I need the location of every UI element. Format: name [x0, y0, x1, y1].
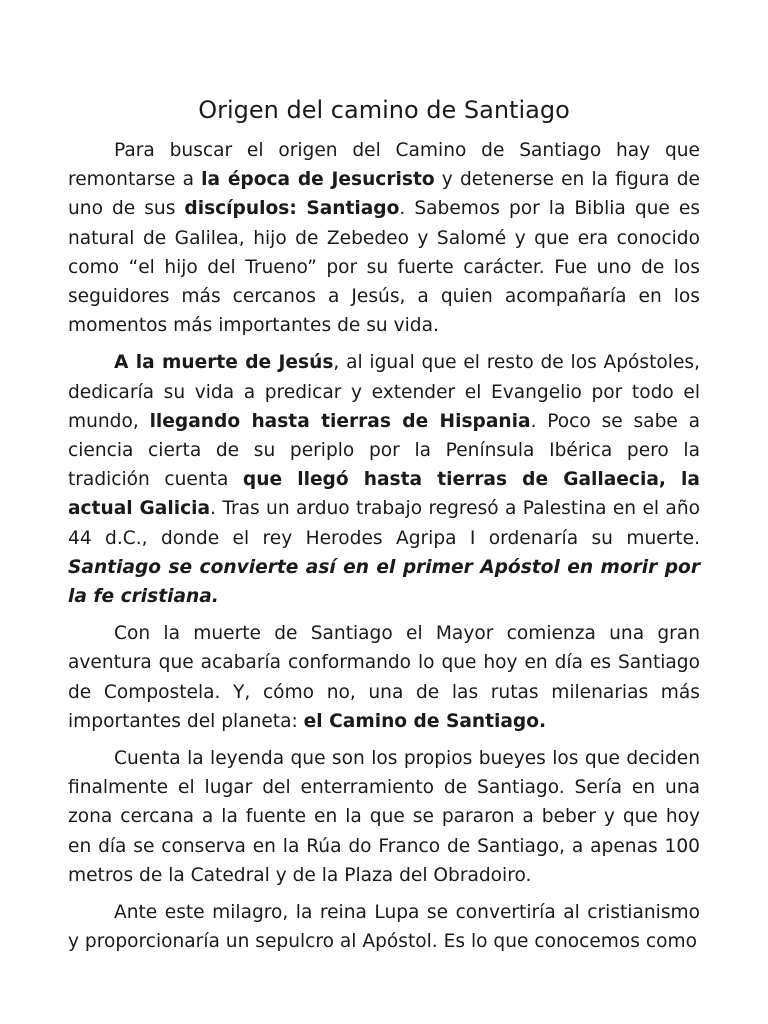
text-span: Con la muerte de Santiago el Mayor comienza una gran aventura que acabaría conformando lo que hoy en día es Santiago de Compostela. Y, cómo no, una de las rutas milenarias más importantes del planeta: — [68, 623, 700, 732]
bold-text-span: que llegó hasta tierras de Gallaecia, la actual Galicia — [68, 469, 700, 520]
paragraph — [68, 619, 700, 736]
bold-text-span: el Camino de Santiago. — [303, 710, 547, 732]
paragraph — [68, 136, 700, 340]
paragraph — [68, 348, 700, 611]
bold-text-span: llegando hasta tierras de Hispania — [149, 410, 531, 432]
text-span: . Tras un arduo trabajo regresó a Palestina en el año 44 d.C., donde el rey Herodes Agripa I ordenaría su muerte. — [68, 498, 700, 549]
text-span: , al igual que el resto de los Apóstoles, dedicaría su vida a predicar y extender el Evangelio por todo el mundo, — [68, 352, 700, 432]
text-span: Cuenta la leyenda que son los propios bueyes los que deciden finalmente el lugar del enterramiento de Santiago. Sería en una zona cercana a la fuente en la que se pararon a beber y que hoy en día se conserva en la Rúa do Franco de Santiago, a apenas 100 metros de la Catedral y de la Plaza del Obradoiro. — [68, 748, 700, 886]
text-span: Ante este milagro, la reina Lupa se convertiría al cristianismo y proporcionaría un sepulcro al Apóstol. Es lo que conocemos como — [68, 902, 700, 953]
bold-text-span: A la muerte de Jesús — [114, 352, 334, 374]
document-page — [68, 92, 700, 964]
bold-italic-text-span: Santiago se convierte así en el primer Apóstol en morir por la fe cristiana. — [68, 556, 700, 608]
paragraph — [68, 744, 700, 890]
bold-text-span: la época de Jesucristo — [201, 169, 435, 191]
text-span: . Sabemos por la Biblia que es natural de Galilea, hijo de Zebedeo y Salomé y que era conocido como “el hijo del Trueno” por su fuerte carácter. Fue uno de los seguidores más cercanos a Jesús, a quien acompañaría en los momentos más importantes de su vida. — [68, 198, 701, 337]
text-span: . Poco se sabe a ciencia cierta de su periplo por la Península Ibérica pero la tradición cuenta — [68, 410, 700, 491]
text-span: y detenerse en la figura de uno de sus — [68, 169, 700, 220]
paragraph — [68, 898, 700, 956]
bold-text-span: discípulos: Santiago — [184, 198, 400, 220]
document-title: Origen del camino de Santiago — [198, 96, 570, 124]
text-span: Para buscar el origen del Camino de Santiago hay que remontarse a — [68, 140, 700, 191]
